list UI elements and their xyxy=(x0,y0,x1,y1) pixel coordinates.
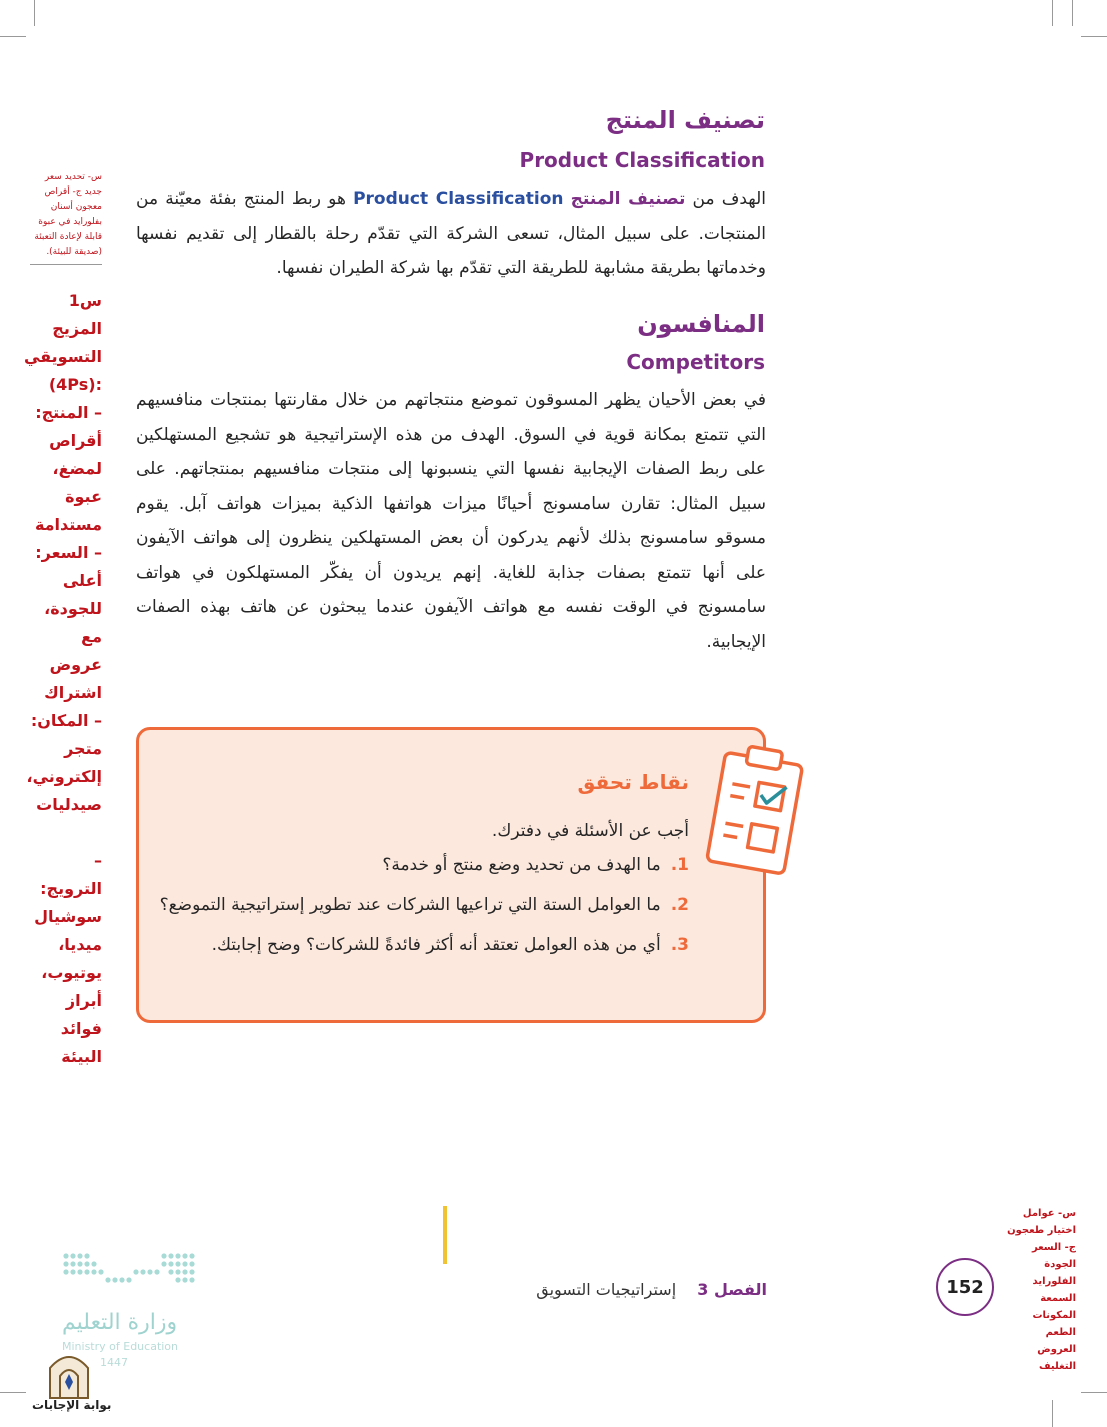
sidebar-left-item: التسويقي xyxy=(23,347,102,366)
sidebar-left-item: فوائد xyxy=(60,1019,102,1038)
watermark-text: بوابة الإجابات xyxy=(32,1398,112,1412)
sidebar-left-item: أعلى xyxy=(62,571,102,590)
crop-mark xyxy=(34,0,35,26)
crop-mark xyxy=(0,36,26,37)
ministry-name-en: Ministry of Education xyxy=(62,1340,179,1353)
term-ar: تصنيف المنتج xyxy=(570,189,686,209)
sidebar-right-item: اختيار طعجون xyxy=(1007,1225,1076,1236)
sidebar-left-item xyxy=(30,819,102,847)
crop-mark xyxy=(1081,36,1107,37)
para-prefix: الهدف من xyxy=(692,189,767,209)
sidebar-right-item: الطعم xyxy=(1045,1327,1076,1338)
checkpoints-title: نقاط تحقق xyxy=(577,770,689,794)
sidebar-left-item: يوتيوب، xyxy=(41,963,102,982)
sidebar-right-item: التغليف xyxy=(1039,1361,1076,1372)
clipboard-check-icon xyxy=(698,738,810,884)
crop-mark xyxy=(1072,0,1073,26)
sidebar-left-item: الترويج: xyxy=(40,879,102,898)
sidebar-left-item: ميديا، xyxy=(58,935,102,954)
sidebar-right-items xyxy=(1004,1205,1076,1375)
sidebar-left-item: إلكتروني، xyxy=(26,767,102,786)
chapter-label xyxy=(536,1280,767,1299)
sidebar-right-item: السمعة xyxy=(1040,1293,1076,1304)
sidebar-top-note: س- تحديد سعر جديد ج- أقراص معجون أسنان بفلورايد في عبوة قابلة لإعادة التعبئة (صديقة للبيئة). xyxy=(30,170,102,265)
sidebar-left-item: أبراز xyxy=(65,991,102,1010)
ministry-name-ar: وزارة التعليم xyxy=(62,1310,178,1335)
section-title-ar: تصنيف المنتج xyxy=(605,106,765,134)
crop-mark xyxy=(1081,1392,1107,1393)
para-rest: هو ربط المنتج بفئة معيّنة من المنتجات. على سبيل المثال، تسعى الشركة التي تقدّم رحلة بالقطار إلى تقديم نفسها وخدماتها بطريقة مشابهة للطريقة التي تقدّم بها شركة الطيران نفسها. xyxy=(136,189,766,278)
footer-divider xyxy=(443,1206,447,1264)
sidebar-right xyxy=(1004,1205,1076,1375)
question-text: ما الهدف من تحديد وضع منتج أو خدمة؟ xyxy=(382,855,661,875)
sidebar-right-item: ج- السعر xyxy=(1031,1242,1076,1253)
section-paragraph xyxy=(136,182,766,286)
sidebar-left-item: عبوة xyxy=(65,487,102,506)
checkpoints-box xyxy=(136,727,766,1023)
sidebar-left-item: – المنتج: xyxy=(35,403,102,422)
question-item xyxy=(159,928,689,962)
sidebar-left-item: المزيج xyxy=(52,319,102,338)
question-number: 1. xyxy=(670,855,689,875)
section-title-en: Product Classification xyxy=(519,148,765,172)
sidebar-left-item: صيدليات xyxy=(36,795,102,814)
sidebar-left-item: مع xyxy=(81,627,102,646)
sidebar-left-item: للجودة، xyxy=(44,599,102,618)
chapter-title: إستراتيجيات التسويق xyxy=(536,1280,677,1299)
question-text: ما العوامل الستة التي تراعيها الشركات عند تطوير إستراتيجية التموضع؟ xyxy=(159,895,661,915)
sidebar-left-item: – المكان: xyxy=(30,711,102,730)
sidebar-left-item: أقراص xyxy=(49,431,102,450)
question-item xyxy=(159,888,689,922)
term-en: Product Classification xyxy=(353,189,564,209)
ministry-year: 1447 xyxy=(100,1356,128,1369)
question-number: 3. xyxy=(670,935,689,955)
sidebar-right-item: المكونات xyxy=(1032,1310,1076,1321)
question-text: أي من هذه العوامل تعتقد أنه أكثر فائدةً للشركات؟ وضح إجابتك. xyxy=(211,935,661,955)
sidebar-left-item: :(4Ps) xyxy=(48,375,102,394)
sidebar-right-item: س- عوامل xyxy=(1022,1208,1076,1219)
sidebar-left-item: سوشيال xyxy=(34,907,102,926)
watermark-building-icon xyxy=(46,1348,92,1400)
sidebar-left-item: – السعر: xyxy=(35,543,102,562)
sidebar-right-item: الفلورايد xyxy=(1032,1276,1076,1287)
question-list xyxy=(159,848,689,962)
sidebar-left-item: لمضغ، xyxy=(52,459,102,478)
crop-mark xyxy=(0,1392,26,1393)
checkpoints-intro: أجب عن الأسئلة في دفترك. xyxy=(491,821,689,841)
question-item xyxy=(159,848,689,882)
sidebar-left-item: متجر xyxy=(64,739,102,758)
sidebar-left-item: عروض xyxy=(49,655,102,674)
crop-mark xyxy=(1052,0,1053,26)
page-number: 152 xyxy=(936,1258,994,1316)
sidebar-left-item: – xyxy=(94,851,102,870)
question-number: 2. xyxy=(670,895,689,915)
competitors-title-ar: المنافسون xyxy=(637,310,765,338)
sidebar-left xyxy=(23,170,102,1071)
sidebar-left-item: البيئة xyxy=(61,1047,102,1066)
sidebar-left-items xyxy=(23,287,102,1071)
competitors-paragraph: في بعض الأحيان يظهر المسوقون تموضع منتجاتهم من خلال مقارنتها بمنتجات منافسيهم التي تتمتع بمكانة قوية في السوق. الهدف من هذه الإستراتيجية هو تشجيع المستهلكين على ربط الصفات الإيجابية نفسها التي ينسبونها إلى منتجات منافسيهم بمنتجاتهم. على سبيل المثال: تقارن سامسونج أحيانًا ميزات هواتفها الذكية بميزات هواتف آبل. يقوم مسوقو سامسونج بذلك لأنهم يدركون أن بعض المستهلكين ينظرون إلى هواتف الآيفون على أنها تتمتع بصفات جذابة للغاية. إنهم يريدون أن يفكّر المستهلكون في هواتف سامسونج في الوقت نفسه مع هواتف الآيفون عندما يبحثون عن هاتف بهذه الصفات الإيجابية. xyxy=(136,390,766,652)
sidebar-left-item: اشتراك xyxy=(44,683,102,702)
sidebar-left-item: مستدامة xyxy=(34,515,102,534)
sidebar-left-item: س1 xyxy=(68,291,102,310)
sidebar-right-item: الجودة xyxy=(1044,1259,1076,1270)
ministry-logo-dots-icon xyxy=(62,1252,198,1292)
crop-mark xyxy=(1052,1400,1053,1427)
sidebar-right-item: العروض xyxy=(1037,1344,1076,1355)
competitors-title-en: Competitors xyxy=(626,350,765,374)
chapter-number: الفصل 3 xyxy=(697,1280,767,1299)
